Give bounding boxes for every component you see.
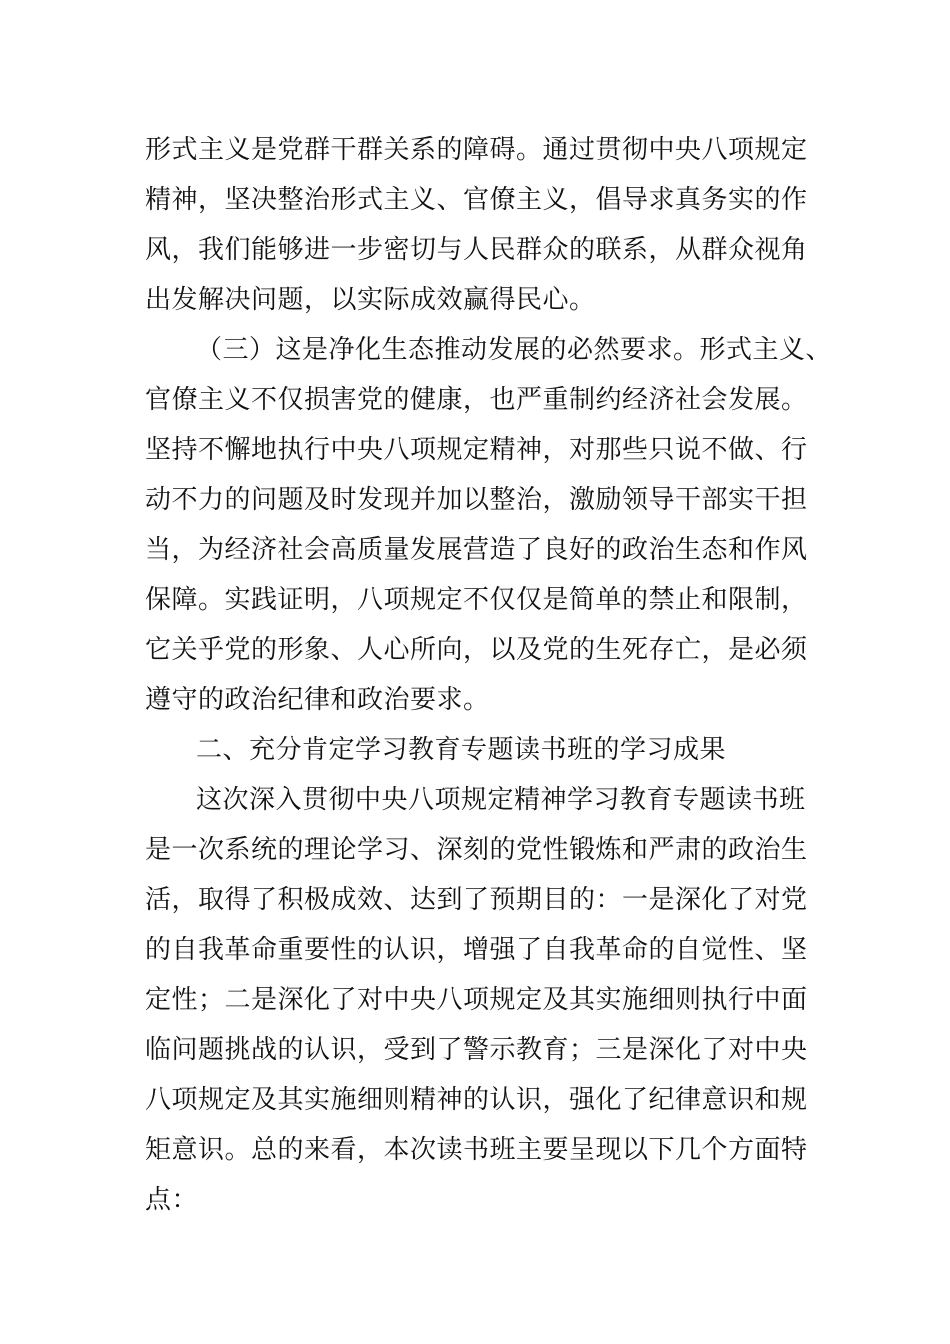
- paragraph-line: 它关乎党的形象、人心所向，以及党的生死存亡，是必须: [145, 635, 808, 665]
- paragraph-line: 是一次系统的理论学习、深刻的党性锻炼和严肃的政治生: [145, 835, 808, 865]
- paragraph-line: 遵守的政治纪律和政治要求。: [145, 685, 490, 715]
- paragraph-line: 动不力的问题及时发现并加以整治，激励领导干部实干担: [145, 485, 808, 515]
- paragraph-line: 临问题挑战的认识，受到了警示教育；三是深化了对中央: [145, 1035, 808, 1065]
- paragraph-line: 精神，坚决整治形式主义、官僚主义，倡导求真务实的作: [145, 185, 808, 215]
- paragraph-line: 保障。实践证明，八项规定不仅仅是简单的禁止和限制，: [145, 585, 808, 615]
- paragraph-line: 官僚主义不仅损害党的健康，也严重制约经济社会发展。: [145, 385, 808, 415]
- paragraph-line: 形式主义是党群干群关系的障碍。通过贯彻中央八项规定: [145, 135, 808, 165]
- paragraph-line: 的自我革命重要性的认识，增强了自我革命的自觉性、坚: [145, 935, 808, 965]
- paragraph-line: 八项规定及其实施细则精神的认识，强化了纪律意识和规: [145, 1085, 808, 1115]
- paragraph-line: 点：: [145, 1185, 199, 1215]
- paragraph-line: 活，取得了积极成效、达到了预期目的：一是深化了对党: [145, 885, 808, 915]
- paragraph-line: 当，为经济社会高质量发展营造了良好的政治生态和作风: [145, 535, 808, 565]
- paragraph-line: 出发解决问题，以实际成效赢得民心。: [145, 285, 596, 315]
- paragraph-line: 定性；二是深化了对中央八项规定及其实施细则执行中面: [145, 985, 808, 1015]
- paragraph-line: 风，我们能够进一步密切与人民群众的联系，从群众视角: [145, 235, 808, 265]
- paragraph-line: （三）这是净化生态推动发展的必然要求。形式主义、: [196, 335, 833, 365]
- paragraph-line: 这次深入贯彻中央八项规定精神学习教育专题读书班: [196, 785, 806, 815]
- section-heading: 二、充分肯定学习教育专题读书班的学习成果: [196, 735, 727, 765]
- paragraph-line: 矩意识。总的来看，本次读书班主要呈现以下几个方面特: [145, 1135, 808, 1165]
- paragraph-line: 坚持不懈地执行中央八项规定精神，对那些只说不做、行: [145, 435, 808, 465]
